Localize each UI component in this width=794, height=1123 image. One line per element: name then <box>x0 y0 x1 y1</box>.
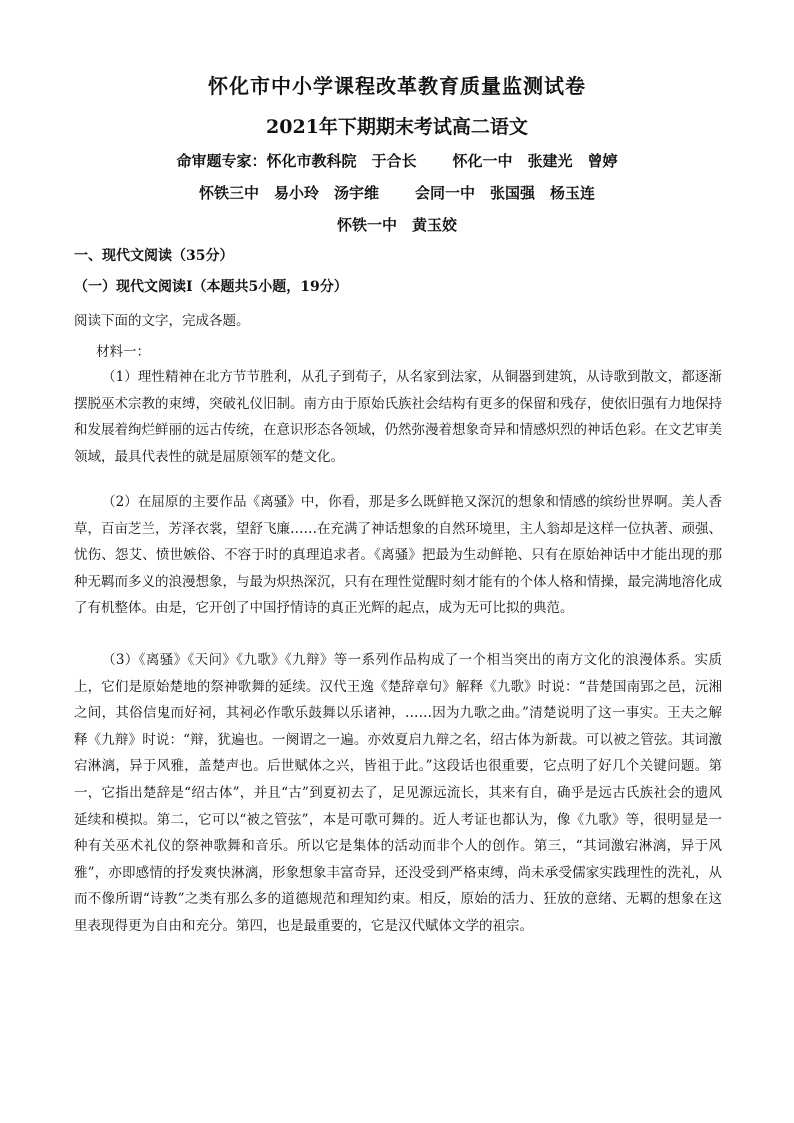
material-label: 材料一： <box>96 344 150 360</box>
experts-line-2-part-b: 会同一中 张国强 杨玉连 <box>415 184 596 202</box>
exam-subtitle: 2021年下期期末考试高二语文 <box>266 116 528 138</box>
experts-line-1 <box>0 150 794 171</box>
experts-line-1-part-a: 命审题专家：怀化市教科院 于合长 <box>176 152 417 170</box>
section-heading: 一、现代文阅读（35分） <box>74 248 234 264</box>
paragraph-2: （2）在屈原的主要作品《离骚》中，你看，那是多么既鲜艳又深沉的想象和情感的缤纷世界啊。美人香草，百亩芝兰，芳泽衣裳，望舒飞廉……在充满了神话想象的自然环境里，主人翁却是这样一位执著、顽强、忧伤、怨艾、愤世嫉俗、不容于时的真理追求者。《离骚》把最为生动鲜艳、只有在原始神话中才能出现的那种无羁而多义的浪漫想象，与最为炽热深沉，只有在理性觉醒时刻才能有的个体人格和情操，最完满地溶化成了有机整体。由是，它开创了中国抒情诗的真正光辉的起点，成为无可比拟的典范。 <box>74 494 722 617</box>
experts-line-2-part-a: 怀铁三中 易小玲 汤宇维 <box>198 184 379 202</box>
experts-line-1-part-b: 怀化一中 张建光 曾婷 <box>452 152 618 170</box>
paragraph-3: （3）《离骚》《天问》《九歌》《九辩》等一系列作品构成了一个相当突出的南方文化的浪漫体系。实质上，它们是原始楚地的祭神歌舞的延续。汉代王逸《楚辞章句》解释《九歌》时说：“昔楚国南郢之邑，沅湘之间，其俗信鬼而好祠，其祠必作歌乐鼓舞以乐诸神，……因为九歌之曲。”清楚说明了这一事实。王夫之解释《九辩》时说：“辩，犹遍也。一阕谓之一遍。亦效夏启九辩之名，绍古体为新裁。可以被之管弦。其词激宕淋漓，异于风雅，盖楚声也。后世赋体之兴，皆祖于此。”这段话也很重要，它点明了好几个关键问题。第一，它指出楚辞是“绍古体”，并且“古”到夏初去了，足见源远流长，其来有自，确乎是远古氏族社会的遗风延续和模拟。第二，它可以“被之管弦”，本是可歌可舞的。近人考证也都认为，像《九歌》等，很明显是一种有关巫术礼仪的祭神歌舞和音乐。所以它是集体的活动而非个人的创作。第三，“其词激宕淋漓，异于风雅”，亦即感情的抒发爽快淋漓，形象想象丰富奇异，还没受到严格束缚，尚未承受儒家实践理性的洗礼，从而不像所谓“诗教”之类有那么多的道德规范和理知约束。相反，原始的活力、狂放的意绪、无羁的想象在这里表现得更为自由和充分。第四，也是最重要的，它是汉代赋体文学的祖宗。 <box>74 652 722 934</box>
experts-line-2 <box>0 182 794 203</box>
instruction-text: 阅读下面的文字，完成各题。 <box>74 313 250 329</box>
paragraph-1: （1）理性精神在北方节节胜利，从孔子到荀子，从名家到法家，从铜器到建筑，从诗歌到散文，都逐渐摆脱巫术宗教的束缚，突破礼仪旧制。南方由于原始氏族社会结构有更多的保留和残存，使依旧强有力地保持和发展着绚烂鲜丽的远古传统，在意识形态各领域，仍然弥漫着想象奇异和情感炽烈的神话色彩。在文艺审美领域，最具代表性的就是屈原领军的楚文化。 <box>74 369 722 465</box>
exam-title: 怀化市中小学课程改革教育质量监测试卷 <box>208 74 586 98</box>
experts-line-3: 怀铁一中 黄玉姣 <box>336 216 457 234</box>
section-subheading: （一）现代文阅读Ⅰ（本题共5小题，19分） <box>74 279 348 295</box>
